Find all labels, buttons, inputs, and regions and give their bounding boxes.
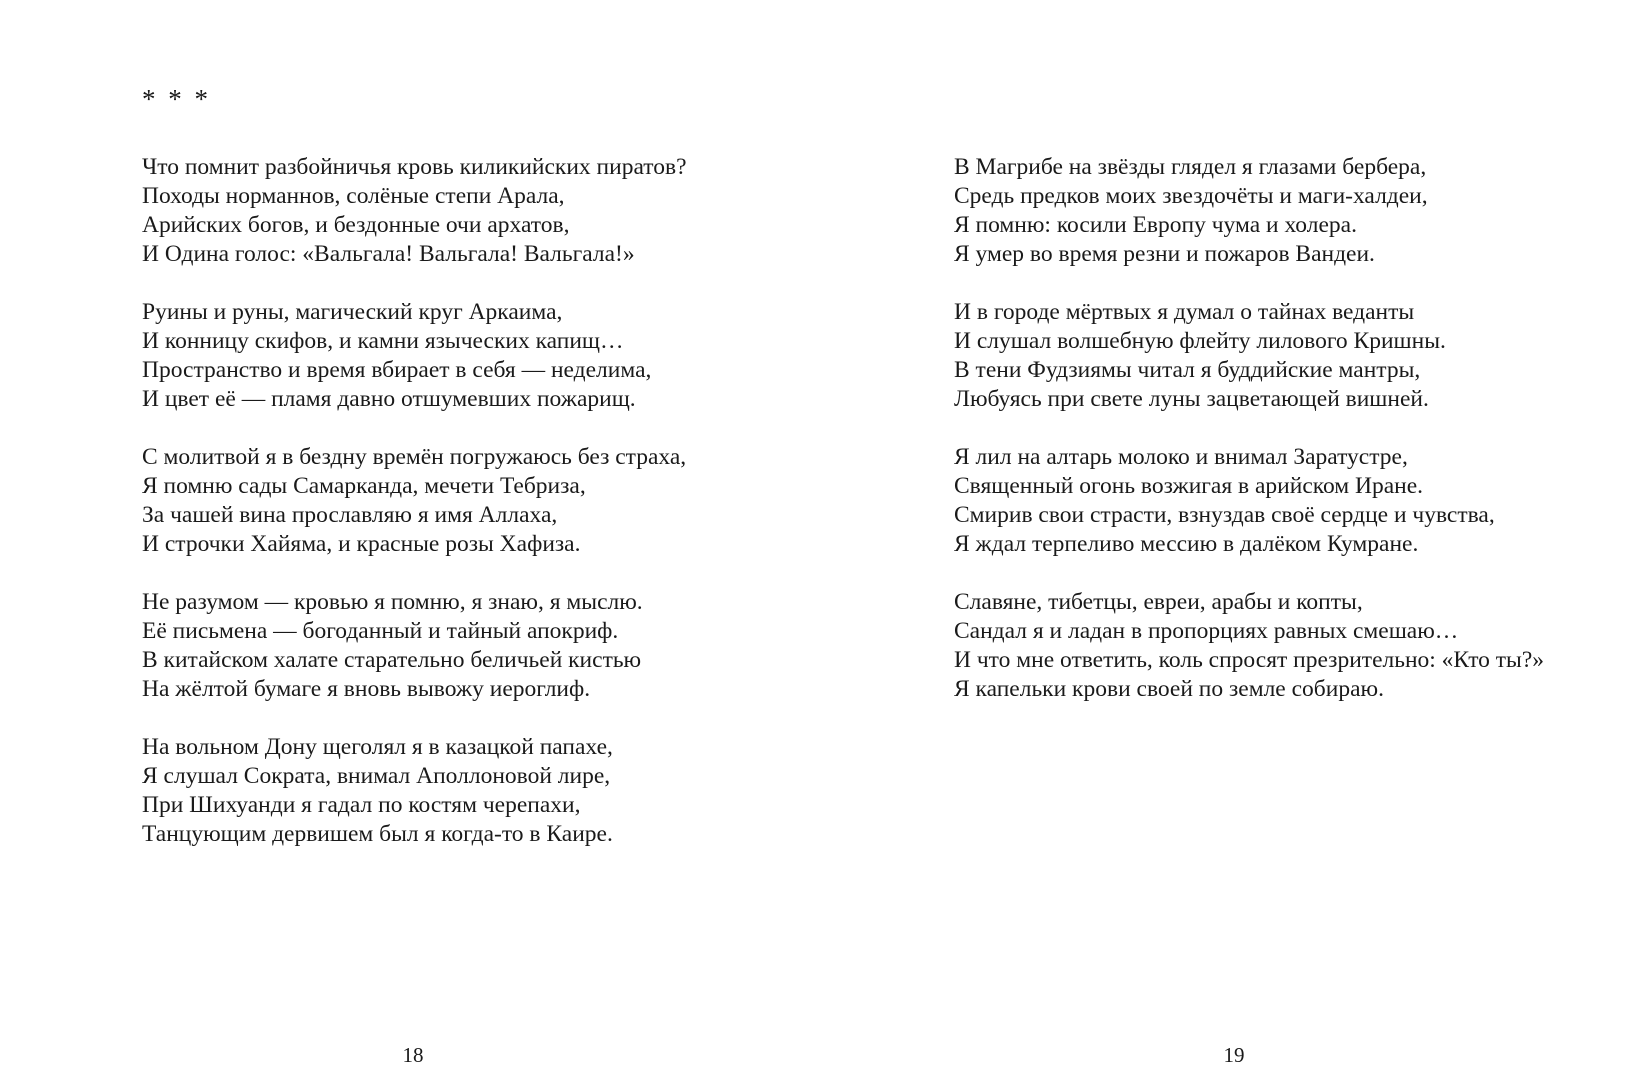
stanza: [954, 153, 1544, 269]
poem-line: И Одина голос: «Вальгала! Вальгала! Вальгала!»: [142, 241, 635, 267]
poem-right-column: [954, 153, 1544, 733]
stanza: [954, 443, 1544, 559]
poem-line: Руины и руны, магический круг Аркаима,: [142, 299, 563, 325]
poem-separator: * * *: [142, 84, 211, 114]
poem-line: В китайском халате старательно беличьей кистью: [142, 647, 642, 673]
poem-line: Арийских богов, и бездонные очи архатов,: [142, 212, 570, 238]
stanza: [142, 443, 687, 559]
poem-line: И в городе мёртвых я думал о тайнах веданты: [954, 299, 1415, 325]
stanza: [142, 588, 687, 704]
poem-line: Сандал я и ладан в пропорциях равных смешаю…: [954, 618, 1459, 644]
poem-line: Что помнит разбойничья кровь киликийских пиратов?: [142, 154, 687, 180]
poem-left-column: [142, 153, 687, 878]
poem-line: Смирив свои страсти, взнуздав своё сердце и чувства,: [954, 502, 1495, 528]
poem-line: Я слушал Сократа, внимал Аполлоновой лире,: [142, 763, 611, 789]
poem-line: Средь предков моих звездочёты и маги-халдеи,: [954, 183, 1428, 209]
poem-line: Я помню сады Самарканда, мечети Тебриза,: [142, 473, 586, 499]
poem-line: С молитвой я в бездну времён погружаюсь без страха,: [142, 444, 687, 470]
stanza: [954, 588, 1544, 704]
poem-line: И слушал волшебную флейту лилового Кришны.: [954, 328, 1446, 354]
poem-line: Любуясь при свете луны зацветающей вишней.: [954, 386, 1429, 412]
poem-line: Священный огонь возжигая в арийском Иране.: [954, 473, 1424, 499]
poem-line: Я капельки крови своей по земле собираю.: [954, 676, 1384, 702]
poem-line: Пространство и время вбирает в себя — неделима,: [142, 357, 652, 383]
poem-line: В Магрибе на звёзды глядел я глазами бербера,: [954, 154, 1427, 180]
poem-line: За чашей вина прославляю я имя Аллаха,: [142, 502, 558, 528]
poem-line: Я умер во время резни и пожаров Вандеи.: [954, 241, 1375, 267]
poem-line: И конницу скифов, и камни языческих капищ…: [142, 328, 624, 354]
page-number-left: 18: [402, 1043, 424, 1067]
poem-line: Я лил на алтарь молоко и внимал Заратустре,: [954, 444, 1408, 470]
stanza: [142, 298, 687, 414]
poem-line: Я помню: косили Европу чума и холера.: [954, 212, 1357, 238]
poem-line: На вольном Дону щеголял я в казацкой папахе,: [142, 734, 613, 760]
poem-line: Танцующим дервишем был я когда-то в Каире.: [142, 821, 613, 847]
poem-line: Походы норманнов, солёные степи Арала,: [142, 183, 565, 209]
poem-line: Славяне, тибетцы, евреи, арабы и копты,: [954, 589, 1363, 615]
poem-line: На жёлтой бумаге я вновь вывожу иероглиф.: [142, 676, 591, 702]
poem-line: При Шихуанди я гадал по костям черепахи,: [142, 792, 581, 818]
poem-line: Не разумом — кровью я помню, я знаю, я мыслю.: [142, 589, 643, 615]
stanza: [142, 733, 687, 849]
poem-line: И строчки Хайяма, и красные розы Хафиза.: [142, 531, 581, 557]
poem-line: Я ждал терпеливо мессию в далёком Кумране.: [954, 531, 1419, 557]
stanza: [142, 153, 687, 269]
page-number-right: 19: [1223, 1043, 1245, 1067]
poem-line: И цвет её — пламя давно отшумевших пожарищ.: [142, 386, 636, 412]
poem-line: В тени Фудзиямы читал я буддийские мантры,: [954, 357, 1421, 383]
poem-line: И что мне ответить, коль спросят презрительно: «Кто ты?»: [954, 647, 1545, 673]
stanza: [954, 298, 1544, 414]
right-page: [822, 0, 1645, 1080]
left-page: [0, 0, 822, 1080]
poem-line: Её письмена — богоданный и тайный апокриф.: [142, 618, 619, 644]
